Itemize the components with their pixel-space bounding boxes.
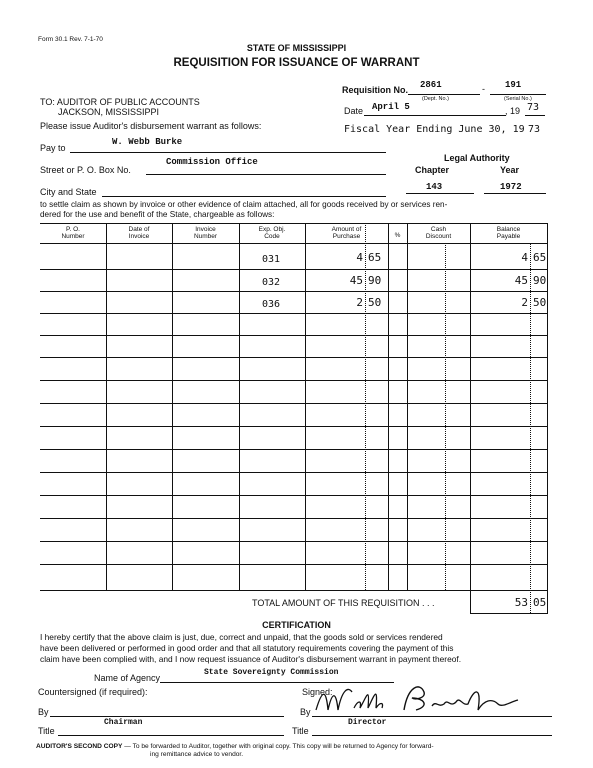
row-code: 036: [262, 299, 281, 310]
legal-year-value: 1972: [500, 182, 522, 192]
year-label: Year: [500, 165, 520, 175]
row-balance-cents: 50: [533, 296, 547, 309]
certification-line-2: have been delivered or performed in good order and that all statutory requirements covering the payment of this: [40, 643, 454, 653]
by-label-left: By: [38, 707, 49, 717]
footer-line-1: [36, 743, 434, 750]
header-balance: Balance Payable: [496, 226, 521, 240]
form-number: Form 30.1 Rev. 7-1-70: [38, 36, 103, 43]
settle-text-1: to settle claim as shown by invoice or other evidence of claim attached, all for goods received by or services ren-: [40, 200, 448, 209]
header-amount: Amount of Purchase: [331, 226, 362, 240]
fiscal-text: Fiscal Year Ending June 30, 19: [344, 124, 525, 135]
street-value: Commission Office: [166, 157, 258, 167]
row-amount-cents: 50: [368, 296, 382, 309]
settle-text-2: dered for the use and benefit of the State, chargeable as follows:: [40, 210, 275, 219]
serial-number: 191: [505, 80, 522, 90]
header-date: Date of Invoice: [128, 226, 150, 240]
requisition-label: Requisition No.: [342, 85, 408, 95]
legal-authority-label: Legal Authority: [444, 153, 510, 163]
certification-line-3: claim have been complied with, and I now request issuance of Auditor's disbursement warrant in payment thereof.: [40, 654, 462, 664]
footer-text-1: — To be forwarded to Auditor, together with original copy. This copy will be returned to Agency for forward-: [122, 743, 434, 750]
certification-line-1: I hereby certify that the above claim is just, due, correct and unpaid, that the goods sold or services rendered: [40, 632, 443, 642]
row-balance-cents: 65: [533, 251, 547, 264]
requisition-dash: -: [482, 84, 485, 94]
header-code: Exp. Obj. Code: [258, 226, 286, 240]
date-year: 73: [527, 102, 540, 113]
row-balance-dollars: 45: [514, 274, 528, 287]
doc-title: REQUISITION FOR ISSUANCE OF WARRANT: [173, 57, 420, 69]
row-code: 031: [262, 254, 281, 265]
right-title-value: Director: [348, 718, 387, 727]
certification-title: CERTIFICATION: [262, 620, 331, 630]
fiscal-year: 73: [528, 124, 541, 135]
header-percent: %: [394, 232, 401, 239]
date-year-prefix: , 19: [505, 106, 521, 116]
chapter-value: 143: [426, 182, 443, 192]
by-label-right: By: [300, 707, 311, 717]
dept-number: 2861: [420, 80, 442, 90]
header-discount: Cash Discount: [425, 226, 452, 240]
date-value: April 5: [372, 102, 410, 112]
city-label: City and State: [40, 187, 97, 197]
chapter-label: Chapter: [415, 165, 450, 175]
state-title: STATE OF MISSISSIPPI: [246, 43, 347, 53]
row-code: 032: [262, 277, 281, 288]
dept-caption: (Dept. No.): [422, 96, 449, 102]
signed-label: Signed:: [302, 687, 333, 697]
row-amount-dollars: 4: [356, 251, 363, 264]
footer-bold: AUDITOR'S SECOND COPY: [36, 743, 123, 750]
countersigned-label: Countersigned (if required):: [38, 687, 148, 697]
row-balance-dollars: 4: [521, 251, 528, 264]
header-po: P. O. Number: [61, 226, 85, 240]
row-amount-cents: 90: [368, 274, 382, 287]
agency-label: Name of Agency: [94, 673, 161, 683]
agency-value: State Sovereignty Commission: [204, 668, 339, 677]
row-balance-dollars: 2: [521, 296, 528, 309]
signature: [312, 680, 532, 720]
row-amount-dollars: 45: [349, 274, 363, 287]
row-amount-cents: 65: [368, 251, 382, 264]
to-line-1: TO: AUDITOR OF PUBLIC ACCOUNTS: [40, 97, 200, 107]
left-title-value: Chairman: [104, 718, 143, 727]
total-label: TOTAL AMOUNT OF THIS REQUISITION . . .: [252, 598, 435, 608]
pay-to-label: Pay to: [40, 143, 66, 153]
date-label: Date: [344, 106, 364, 116]
instruction-text: Please issue Auditor's disbursement warrant as follows:: [40, 121, 262, 131]
street-label: Street or P. O. Box No.: [40, 165, 131, 175]
header-invoice: Invoice Number: [193, 226, 218, 240]
row-balance-cents: 90: [533, 274, 547, 287]
pay-to-value: W. Webb Burke: [112, 137, 183, 147]
serial-caption: (Serial No.): [504, 96, 532, 102]
row-amount-dollars: 2: [356, 296, 363, 309]
title-label-right: Title: [292, 726, 309, 736]
total-dollars: 53: [514, 596, 528, 609]
total-cents: 05: [533, 596, 547, 609]
title-label-left: Title: [38, 726, 55, 736]
to-line-2: JACKSON, MISSISSIPPI: [58, 107, 160, 117]
footer-line-2: ing remittance advice to vendor.: [150, 751, 244, 758]
